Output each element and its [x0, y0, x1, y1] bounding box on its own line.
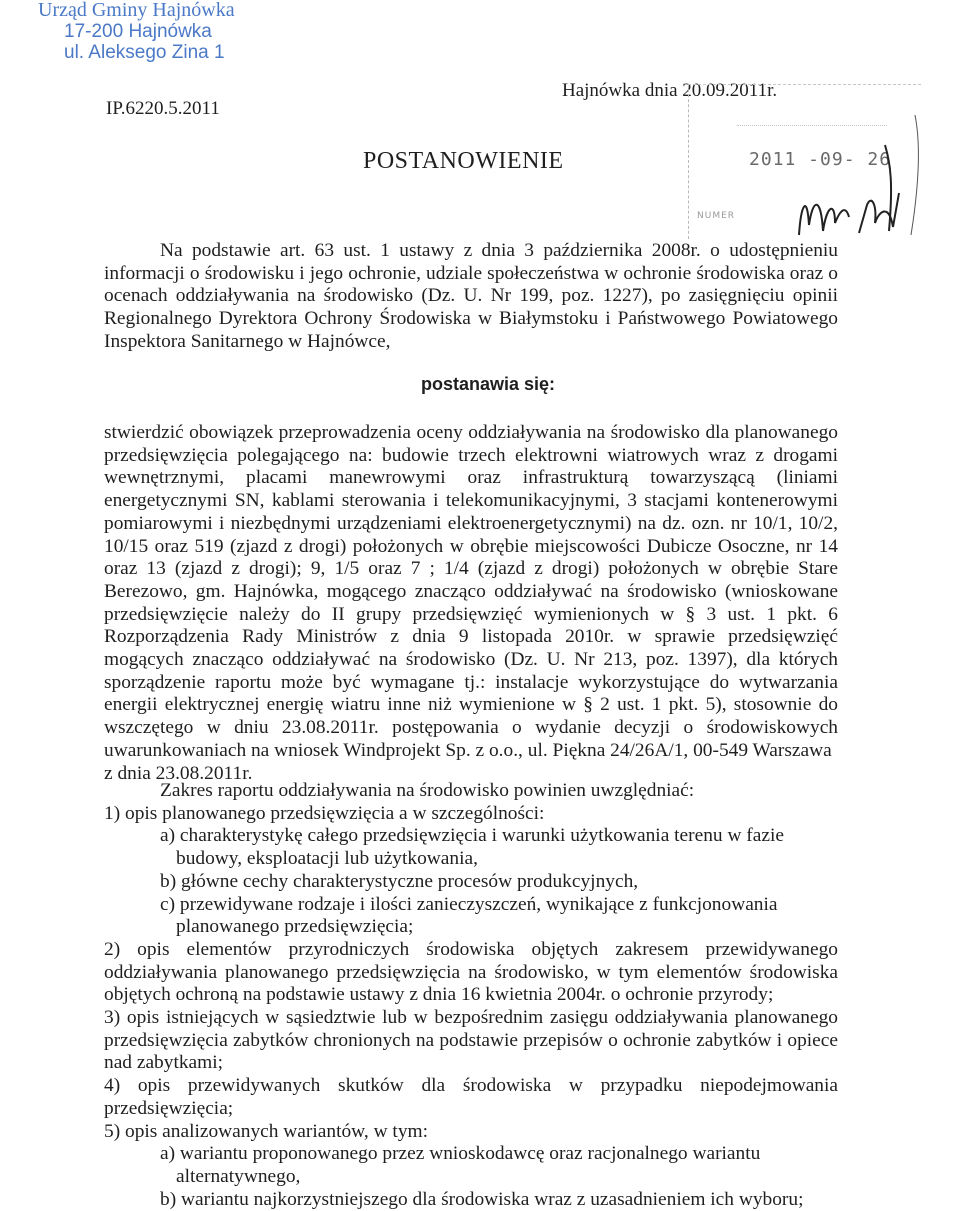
document-title: POSTANOWIENIE — [363, 148, 564, 174]
scope-intro: Zakres raportu oddziaływania na środowisko powinien uwzględniać: — [160, 780, 695, 801]
scope-item-5a: a) wariantu proponowanego przez wnioskodawcę oraz racjonalnego wariantu — [160, 1143, 761, 1165]
office-stamp — [38, 0, 235, 63]
stamp-label: NUMER — [697, 211, 736, 221]
scope-item-4: 4) opis przewidywanych skutków dla środowiska w przypadku niepodejmowania przedsięwzięcia; — [104, 1075, 838, 1119]
scope-item-1a: a) charakterystykę całego przedsięwzięcia i warunki użytkowania terenu w fazie — [160, 825, 784, 847]
office-postal: 17-200 Hajnówka — [64, 21, 212, 42]
reference-number: IP.6220.5.2011 — [106, 98, 220, 119]
handwritten-signature — [689, 85, 921, 245]
report-scope-section — [104, 780, 838, 1211]
legal-basis-paragraph — [104, 240, 838, 354]
scope-item-1a-cont: budowy, eksploatacji lub użytkowania, — [176, 848, 478, 870]
decision-text: stwierdzić obowiązek przeprowadzenia oceny oddziaływania na środowisko dla planowanego przedsięwzięcia polegającego na: budowie trzech elektrowni wiatrowych wraz z drogami wewnętrznymi, placami manewrowymi oraz infrastrukturą towarzyszącą (liniami energetycznymi SN, kablami sterowania i telekomunikacyjnymi, 3 stacjami kontenerowymi pomiarowymi i niezbędnymi urządzeniami elektroenergetycznymi) na dz. ozn. nr 10/1, 10/2, 10/15 oraz 519 (zjazd z drogi) położonych w obrębie miejscowości Dubicze Osoczne, nr 14 oraz 13 (zjazd z drogi); 9, 1/5 oraz 7 ; 1/4 (zjazd z drogi) położonych w obrębie Stare Berezowo, gm. Hajnówka, mogącego znacząco oddziaływać na środowisko (wnioskowane przedsięwzięcie należy do II grupy przedsięwzięć wymienionych w § 3 ust. 1 pkt. 6 Rozporządzenia Rady Ministrów z dnia 9 listopada 2010r. w sprawie przedsięwzięć mogących znacząco oddziaływać na środowisko (Dz. U. Nr 213, poz. 1397), dla których sporządzenie raportu może być wymagane tj.: instalacje wykorzystujące do wytwarzania energii elektrycznej energię wiatru inne niż wymienione w § 2 ust. 1 pkt. 5), stosownie do wszczętego w dniu 23.08.2011r. postępowania o wydanie decyzji o środowiskowych uwarunkowaniach na wniosek Windprojekt Sp. z o.o., ul. Piękna 24/26A/1, 00-549 Warszawa — [104, 422, 838, 761]
decree-word: postanawia się: — [420, 374, 556, 394]
scope-item-3: 3) opis istniejących w sąsiedztwie lub w bezpośrednim zasięgu oddziaływania planowanego przedsięwzięcia zabytków chronionych na podstawie przepisów o ochronie zabytków i opiece nad zabytkami; — [104, 1007, 838, 1074]
decision-paragraph — [104, 422, 838, 785]
scope-item-5a-cont: alternatywnego, — [176, 1165, 301, 1187]
scope-item-2: 2) opis elementów przyrodniczych środowiska objętych zakresem przewidywanego oddziaływania planowanego przedsięwzięcia na środowisko, w tym elementów środowiska objętych ochroną na podstawie ustawy z dnia 16 kwietnia 2004r. o ochronie przyrody; — [104, 938, 838, 1006]
decree-heading — [0, 374, 960, 395]
received-stamp — [688, 84, 921, 239]
place-date: Hajnówka dnia 20.09.2011r. — [562, 80, 778, 101]
legal-basis-text: Na podstawie art. 63 ust. 1 ustawy z dnia 3 października 2008r. o udostępnieniu informacji o środowisku i jego ochronie, udziale społeczeństwa w ochronie środowiska oraz o ocenach oddziaływania na środowisko (Dz. U. Nr 199, poz. 1227), po zasięgnięciu opinii Regionalnego Dyrektora Ochrony Środowiska w Białymstoku i Państwowego Powiatowego Inspektora Sanitarnego w Hajnówce, — [104, 240, 838, 352]
office-name: Urząd Gminy Hajnówka — [38, 0, 235, 21]
scope-item-5b: b) wariantu najkorzystniejszego dla środowiska wraz z uzasadnieniem ich wyboru; — [160, 1188, 804, 1210]
scope-item-5: 5) opis analizowanych wariantów, w tym: — [104, 1120, 428, 1142]
scope-item-1b: b) główne cechy charakterystyczne procesów produkcyjnych, — [160, 870, 639, 892]
scope-item-1: 1) opis planowanego przedsięwzięcia a w szczególności: — [104, 802, 545, 824]
office-street: ul. Aleksego Zina 1 — [64, 42, 225, 63]
stamp-date: 2011 -09- 26 — [749, 149, 892, 170]
decision-date-line: z dnia 23.08.2011r. — [104, 762, 253, 784]
scope-item-1c: c) przewidywane rodzaje i ilości zanieczyszczeń, wynikające z funkcjonowania — [160, 893, 778, 915]
scope-item-1c-cont: planowanego przedsięwzięcia; — [176, 916, 414, 938]
